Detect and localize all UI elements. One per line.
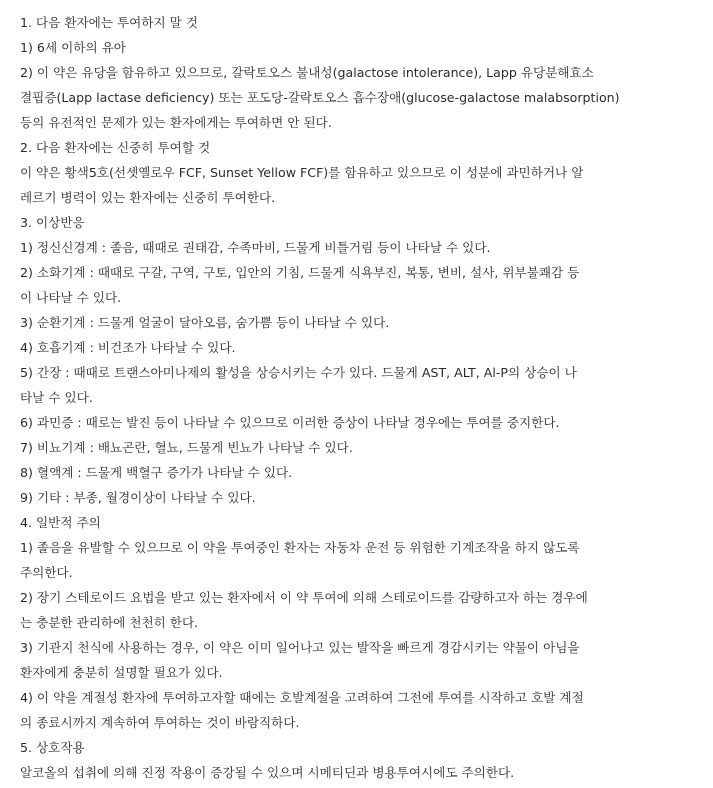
- text-line: 5) 간장 : 때때로 트랜스아미나제의 활성을 상승시키는 수가 있다. 드물게 AST, ALT, Al-P의 상승이 나: [20, 365, 577, 380]
- section-heading-contraindications: 1. 다음 환자에는 투여하지 말 것: [20, 15, 199, 30]
- section-heading-general-precautions: 4. 일반적 주의: [20, 515, 101, 530]
- text-line: 2) 이 약은 유당을 함유하고 있으므로, 갈락토오스 불내성(galactose intolerance), Lapp 유당분해효소: [20, 65, 594, 80]
- text-line: 레르기 병력이 있는 환자에는 신중히 투여한다.: [20, 190, 276, 205]
- text-line: 3) 기관지 천식에 사용하는 경우, 이 약은 이미 일어나고 있는 발작을 빠르게 경감시키는 약물이 아님을: [20, 640, 580, 655]
- text-line: 3) 순환기계 : 드물게 얼굴이 달아오름, 숨가쁨 등이 나타날 수 있다.: [20, 315, 390, 330]
- section-heading-caution: 2. 다음 환자에는 신중히 투여할 것: [20, 140, 211, 155]
- text-line: 1) 정신신경계 : 졸음, 때때로 권태감, 수족마비, 드물게 비틀거림 등이 나타날 수 있다.: [20, 240, 491, 255]
- section-heading-adverse-reactions: 3. 이상반응: [20, 215, 85, 230]
- text-line: 1) 6세 이하의 유아: [20, 40, 126, 55]
- text-line: 결핍증(Lapp lactase deficiency) 또는 포도당-갈락토오스 흡수장애(glucose-galactose malabsorption): [20, 90, 620, 105]
- text-line: 9) 기타 : 부종, 월경이상이 나타날 수 있다.: [20, 490, 256, 505]
- text-line: 환자에게 충분히 설명할 필요가 있다.: [20, 665, 223, 680]
- text-line: 1) 졸음을 유발할 수 있으므로 이 약을 투여중인 환자는 자동차 운전 등 위험한 기계조작을 하지 않도록: [20, 540, 580, 555]
- section-heading-interactions: 5. 상호작용: [20, 740, 85, 755]
- text-line: 2) 장기 스테로이드 요법을 받고 있는 환자에서 이 약 투여에 의해 스테로이드를 감량하고자 하는 경우에: [20, 590, 588, 605]
- text-line: 이 나타날 수 있다.: [20, 290, 122, 305]
- text-line: 4) 호흡기계 : 비건조가 나타날 수 있다.: [20, 340, 236, 355]
- text-line: 2) 소화기계 : 때때로 구갈, 구역, 구토, 입안의 기침, 드물게 식욕부진, 복통, 변비, 설사, 위부불쾌감 등: [20, 265, 580, 280]
- text-line: 등의 유전적인 문제가 있는 환자에게는 투여하면 안 된다.: [20, 115, 332, 130]
- text-line: 7) 비뇨기계 : 배뇨곤란, 혈뇨, 드물게 빈뇨가 나타날 수 있다.: [20, 440, 353, 455]
- text-line: 4) 이 약을 계절성 환자에 투여하고자할 때에는 호발계절을 고려하여 그전에 투여를 시작하고 호발 계절: [20, 690, 584, 705]
- text-line: 주의한다.: [20, 565, 73, 580]
- text-line: 타날 수 있다.: [20, 390, 93, 405]
- text-line: 8) 혈액계 : 드물게 백혈구 증가가 나타날 수 있다.: [20, 465, 293, 480]
- text-line: 이 약은 황색5호(선셋옐로우 FCF, Sunset Yellow FCF)를 함유하고 있으므로 이 성분에 과민하거나 알: [20, 165, 584, 180]
- text-line: 는 충분한 관리하에 천천히 한다.: [20, 615, 199, 630]
- text-line: 알코올의 섭취에 의해 진정 작용이 증강될 수 있으며 시메티딘과 병용투여시에도 주의한다.: [20, 765, 515, 780]
- text-line: 6) 과민증 : 때로는 발진 등이 나타날 수 있으므로 이러한 증상이 나타날 경우에는 투여를 중지한다.: [20, 415, 560, 430]
- text-line: 의 종료시까지 계속하여 투여하는 것이 바람직하다.: [20, 715, 300, 730]
